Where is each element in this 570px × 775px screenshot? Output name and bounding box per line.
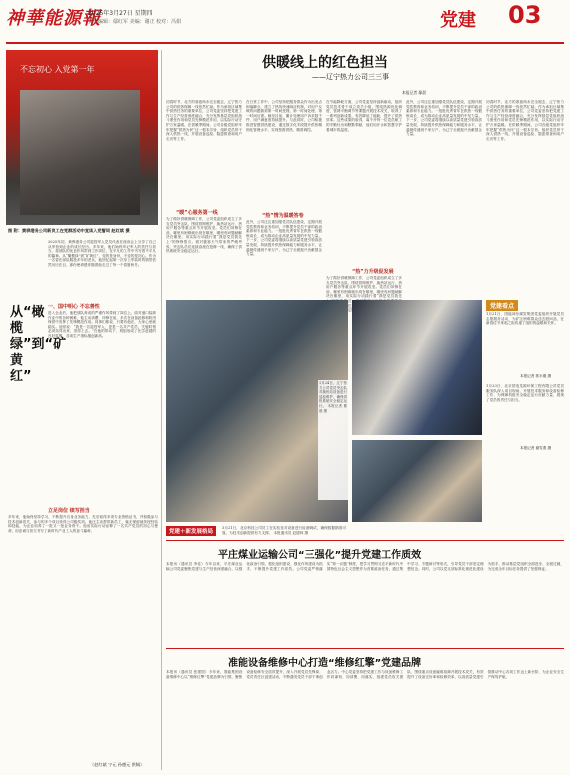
main-col-2b: 此外，公司还注重加强党员队伍建设，定期开展党性教育和业务培训，不断提升党员干部的政治素养和专业能力。一批批优秀青年在供热一线锻炼成长，成为推动企业高质量发展的中坚力量。下一步，公司党委将继续以高质量党建引领高质量发展，持续提升供热保障能力和服务水平，让温暖传递到千家万户，为辽宁全面振兴贡献国企力量。 xyxy=(246,220,322,257)
story1-body: 本报讯（通讯员 李佳）今年以来，平庄煤业运输公司党委聚焦党建与生产经营深度融合，以强化政治引领、强化组织建设、强化作风建设为抓手，不断提升党建工作质效。公司党委严格落实“第一议题”制度，把学习贯彻习近平新时代中国特色社会主义思想作为首要政治任务，通过集中学习、专题研讨等形式，引导党员干部坚定理想信念。同时，公司以党支部标准化规范化建设为抓手，推动基层党组织全面进步、全面过硬，为完成全年目标任务提供了坚强保证。 xyxy=(166,562,564,571)
main-col-5: 初春时节，北方的寒意尚未完全褪去，辽宁热力公司的供热保障一线依然忙碌。作为承担区域集中供热任务的重要单位，公司党委坚持把党建工作与生产经营深度融合，充分发挥基层党组织战斗堡垒作用和党员先锋模范作用，以实际行动守护万家温暖。在供暖季期间，公司各级党组织牢牢把握“供热为民”这一根本宗旨，组织党员骨干深入供热一线，开展设备巡检、隐患排查和用户走访等工作。 xyxy=(486,100,564,141)
main-col-3: 在节能降耗方面，公司党委坚持创新驱动，组织党员技术骨干成立攻关小组，围绕热源优化调度、管网平衡调节等课题开展技术攻关，取得了一系列创新成果，有效降低了能耗，提升了供热效率。这些成果的取得，离不开每一位党员职工的辛勤付出和默默奉献，他们用汗水和智慧守护着城市的温度。 xyxy=(326,100,402,132)
new-pattern-badge: 党建＋新发展格局 xyxy=(166,526,216,536)
party-highlights-badge: 党建看点 xyxy=(486,300,518,311)
right-note-2-credit: 本报记者 谢雪燕 摄 xyxy=(520,446,552,450)
main-col-3b: 为了做好供暖保障工作，公司党委组织成立了多支党员突击队，围绕管网维护、换热站运行、热用户服务等重点环节开展攻坚。党员们冲锋在前，哪里有困难就出现在哪里，哪里有问题就解决在哪里，用实际行动践行着“我是党员我先上”的铮铮誓言。面对极寒 们 定 xyxy=(326,276,402,313)
story1-headline: 平庄煤业运输公司“三强化”提升党建工作质效 xyxy=(218,550,422,561)
section-rule-2 xyxy=(166,648,564,649)
feature-byline: （赵红斌 宁元 孙德元 供稿） xyxy=(90,762,145,767)
feature-body-top: 2025年初，黄骅港务公司退役军人党员代表在座谈会上分享了自己从军营到企业的成长经历。多年来，他们始终牢记军人的责任与担当，将部队的优良作风带到工作岗位，在平凡的工作中书写着不平凡的篇章。从“橄榄绿”到“矿黄红”，变的是身份，不变的是初心。作为一名曾在部队服役多年的老兵，他回忆起第一次穿上军装时的情景依然历历在目，那份使命感伴随着他走过了每一个春夏秋冬。 xyxy=(48,240,156,267)
section-rule xyxy=(166,540,564,541)
main-subhead: ——辽宁热力公司三三事 xyxy=(312,73,389,81)
main-col-2: 在日常工作中，公司坚持把服务群众作为出发点和落脚点，建立了热线快速响应机制，对用户反映的问题做到第一时间受理、第一时间处理、第一时间反馈。截至目前，累计处理用户诉求数千件，用户满意度持续提升。与此同时，公司积极推进智慧供热建设，通过数字化手段提升供热精细化管理水平，实现按需供热、精准调控。 xyxy=(246,100,322,132)
hero-photo xyxy=(20,90,140,215)
hero-caption: 图 附：黄骅港务公司新员工在党群活动中宣读入党誓词 赵红斌 摄 xyxy=(8,228,130,233)
tertiary-photo xyxy=(352,440,482,522)
secondary-photo xyxy=(352,300,482,435)
masthead-logo: 神華能源報 xyxy=(6,8,101,29)
main-subhead-1: “暖”心服务第一线 xyxy=(176,210,218,216)
main-subhead-2: “热”情为温暖答卷 xyxy=(262,213,304,219)
feature-body-bottom: 多年来，他始终坚持学习，不断提升自身业务能力，先后取得多项专业资格证书，并积极参与技术创新攻关，参与的多个项目获得公司级奖项。他还主动帮带新员工，毫无保留地传授经验和技能，为企业培养了一批又一批业务骨干。他用实际行动诠释了一名共产党员的初心与使命，用忠诚与担当书写了新时代产业工人的奋斗篇章。 xyxy=(8,515,158,533)
main-photo-caption: 1月24日，辽宁热力公司党员突击队对换热站设备进行巡检维护，确保供热系统安全稳定运行。 本报记者 鄢晨 摄 xyxy=(318,380,348,500)
right-note-1-credit: 本报记者 郭永刚 摄 xyxy=(520,374,552,378)
header-rule xyxy=(6,42,564,44)
main-col-1: 初春时节，北方的寒意尚未完全褪去，辽宁热力公司的供热保障一线依然忙碌。作为承担区域集中供热任务的重要单位，公司党委坚持把党建工作与生产经营深度融合，充分发挥基层党组织战斗堡垒作用和党员先锋模范作用，以实际行动守护万家温暖。在供暖季期间，公司各级党组织牢牢把握“供热为民”这一根本宗旨，组织党员骨干深入供热一线，开展设备巡检、隐患排查和用户走访等工作。 xyxy=(166,100,242,141)
main-col-1b: 为了做好供暖保障工作，公司党委组织成立了多支党员突击队，围绕管网维护、换热站运行、热用户服务等重点环节开展攻坚。党员们冲锋在前，哪里有困难就出现在哪里，哪里有问题就解决在哪里，用实际行动践行着“我是党员我先上”的铮铮誓言。面对极寒天气带来的严峻考验，突击队员们连续奋战在抢修一线，确保了供热系统安全稳定运行。 xyxy=(166,217,242,254)
story2-body: 本报讯（通讯员 张建国）今年来，准能集团设备维修中心以“维修红擎”党建品牌为引领，聚焦设备检修安全质效提升，深入开展党员先锋岗、党员责任区创建活动，不断激发党员干部干事创业活力。中心党委坚持把党建工作与设备维修工作同谋划、同部署、同落实，组建党员攻关团队，围绕重点设备疑难故障开展技术攻关，有效提升了设备完好率和检修效率，以高质量党建引领推动中心各项工作迈上新台阶，为企业安全生产保驾护航。 xyxy=(166,670,564,679)
feature-body-middle: 进入企业后，他把部队养成的严谨作风带到了岗位上。面对港口装卸作业中的各种困难，他主动请缨、冲锋在前，多次在设备抢修和防汛保供中发挥了先锋模范作用。同事们都说，只要有他在，大家心里就踏实。他常说：“我是一名退役军人，更是一名共产党员，关键时刻必须站得出来、顶得上去。”在他的带动下，班组形成了比学赶超的良好氛围，各项生产指标屡创新高。 xyxy=(48,311,156,338)
main-subhead-3: “热”力升级促发展 xyxy=(352,269,394,275)
bottom-left-caption: 3月21日，北京科技公司员工在实验室对设备进行检测调试，确保数据精准可靠，为技术创新提供有力支撑。 本报通讯员 赵德林 摄 xyxy=(222,526,346,535)
main-col-4: 此外，公司还注重加强党员队伍建设，定期开展党性教育和业务培训，不断提升党员干部的政治素养和专业能力。一批批优秀青年在供热一线锻炼成长，成为推动企业高质量发展的中坚力量。下一步，公司党委将继续以高质量党建引领高质量发展，持续提升供热保障能力和服务水平，让温暖传递到千家万户，为辽宁全面振兴贡献国企力量。 xyxy=(406,100,482,137)
column-divider xyxy=(161,50,162,770)
right-note-1: 1月21日，国能神东煤炭集团党委组织开展党员志愿服务活动，为矿区困难群众送去慰问品，在新春佳节来临之际传递了组织的温暖和关怀。 xyxy=(486,312,564,326)
section-title: 党建 xyxy=(440,10,476,31)
story2-headline: 准能设备维修中心打造“维修红擎”党建品牌 xyxy=(228,658,422,669)
feature-title: 从“橄榄绿”到“矿黄红” xyxy=(10,305,67,384)
right-note-2: 1月23日，北京国电龙源环保工程有限公司党员服务队深入项目现场，开展技术服务和设备检修工作，为保障机组安全稳定运行贡献力量，展现了党员的责任与担当。 xyxy=(486,384,564,402)
hero-banner-title: 不忘初心 入党第一年 xyxy=(20,65,95,74)
main-headline: 供暖线上的红色担当 xyxy=(262,55,388,71)
feature-subhead-2: 立足岗位 续写担当 xyxy=(48,508,90,514)
main-source: 本报记者 鄢晨 xyxy=(402,90,426,95)
page-number: 03 xyxy=(508,1,542,29)
feature-subhead-1: 一、国中明心 不忘善性 xyxy=(48,304,100,310)
issue-date: 2025年3月27日 星期四 xyxy=(88,10,153,17)
editor-credits: 责任编辑：鄢红军 美编：谢正 校对：冯娟 xyxy=(88,19,182,25)
